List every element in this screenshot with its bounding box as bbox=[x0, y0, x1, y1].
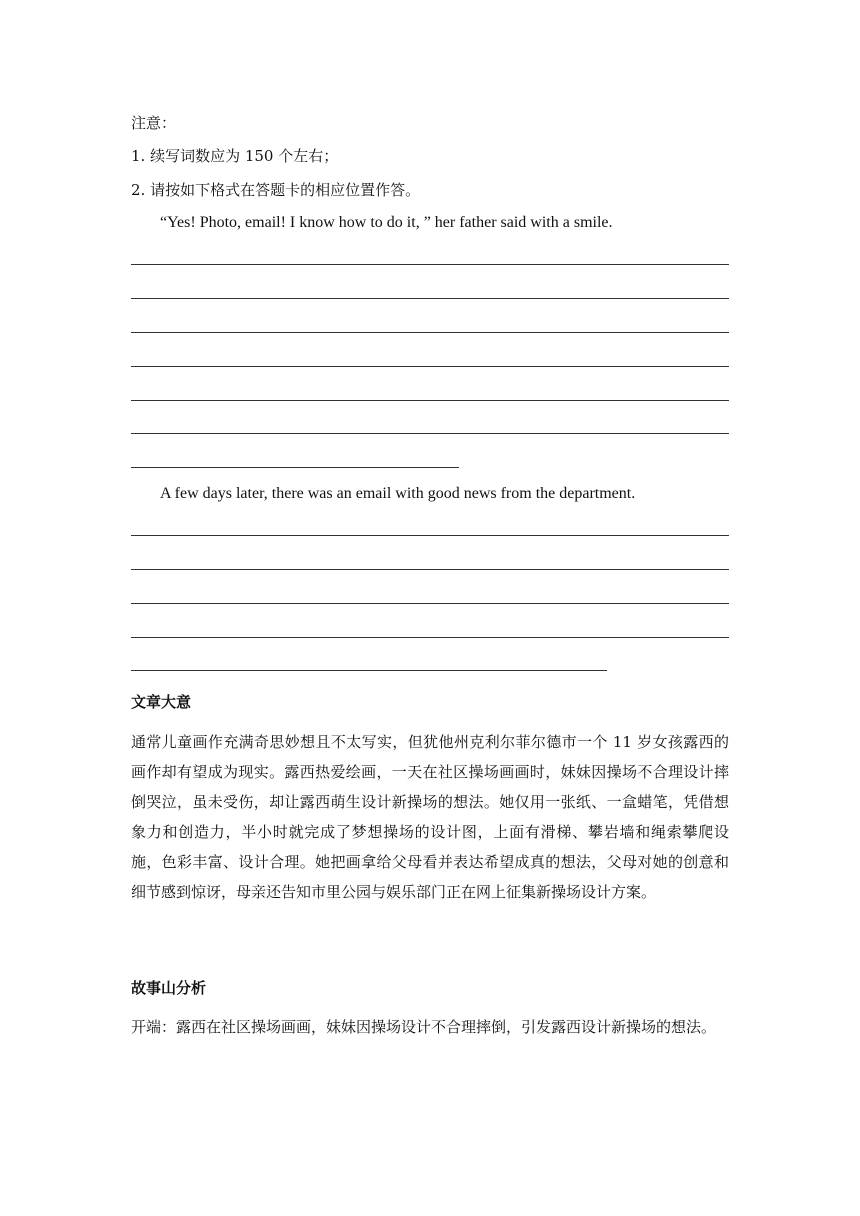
answer-line bbox=[131, 332, 729, 333]
summary-text: 通常儿童画作充满奇思妙想且不太写实，但犹他州克利尔菲尔德市一个 11 岁女孩露西的画作却有望成为现实。露西热爱绘画，一天在社区操场画画时，妹妹因操场不合理设计摔倒哭泣，虽未受伤，却让露西萌生设计新操场的想法。她仅用一张纸、一盒蜡笔，凭借想象力和创造力，半小时就完成了梦想操场的设计图，上面有滑梯、攀岩墙和绳索攀爬设施，色彩丰富、设计合理。她把画拿给父母看并表达希望成真的想法，父母对她的创意和细节感到惊讶，母亲还告知市里公园与娱乐部门正在网上征集新操场设计方案。 bbox=[131, 733, 729, 901]
notice-item-2: 2. 请按如下格式在答题卡的相应位置作答。 bbox=[131, 181, 421, 199]
paragraph-1-opening: “Yes! Photo, email! I know how to do it, ” her father said with a smile. bbox=[160, 214, 613, 231]
answer-line bbox=[131, 535, 729, 536]
paragraph-2-opening: A few days later, there was an email with good news from the department. bbox=[160, 485, 636, 502]
analysis-text: 开端：露西在社区操场画画，妹妹因操场设计不合理摔倒，引发露西设计新操场的想法。 bbox=[131, 1018, 717, 1036]
answer-line bbox=[131, 569, 729, 570]
answer-line bbox=[131, 264, 729, 265]
answer-line bbox=[131, 298, 729, 299]
notice-item-1: 1. 续写词数应为 150 个左右； bbox=[131, 147, 339, 165]
summary-heading: 文章大意 bbox=[131, 693, 192, 711]
notice-title: 注意： bbox=[131, 114, 177, 132]
answer-line bbox=[131, 637, 729, 638]
analysis-heading: 故事山分析 bbox=[131, 979, 207, 997]
answer-line bbox=[131, 670, 607, 671]
answer-line bbox=[131, 400, 729, 401]
answer-line bbox=[131, 366, 729, 367]
answer-line bbox=[131, 433, 729, 434]
answer-line bbox=[131, 467, 459, 468]
answer-line bbox=[131, 603, 729, 604]
